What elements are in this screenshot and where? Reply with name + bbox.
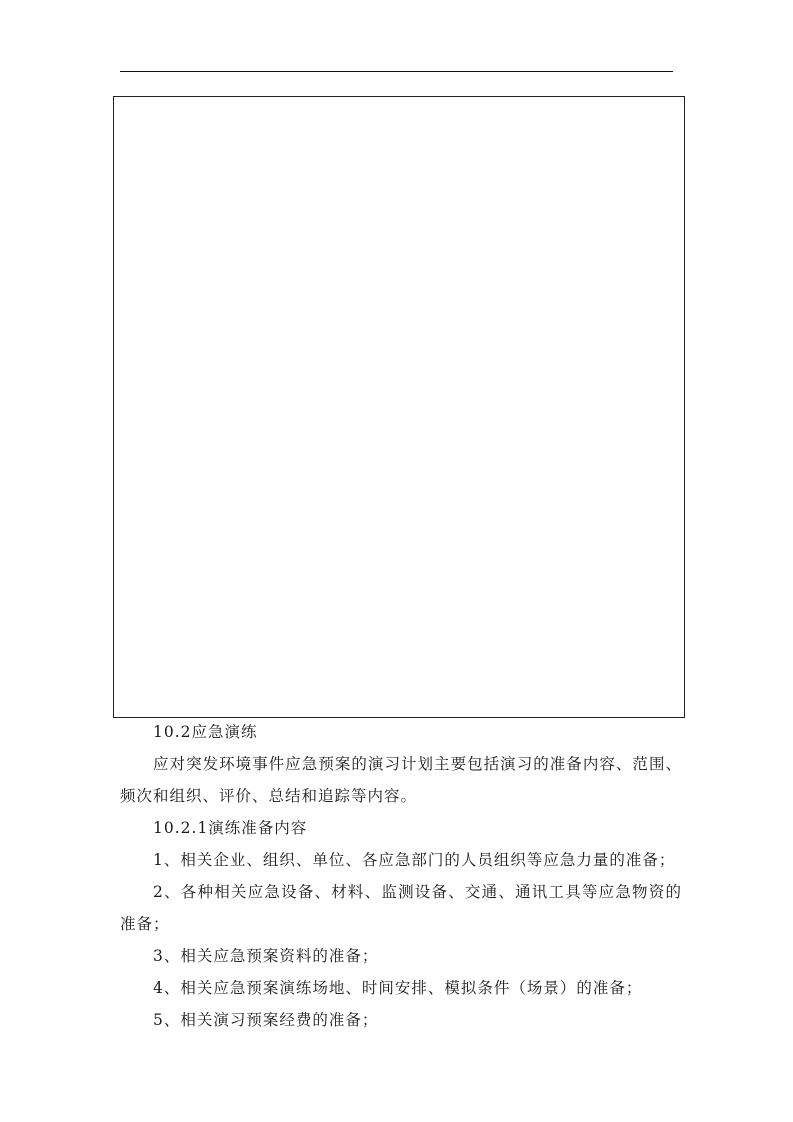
- intro-paragraph: 应对突发环境事件应急预案的演习计划主要包括演习的准备内容、范围、频次和组织、评价、总结和追踪等内容。: [120, 755, 682, 805]
- section-heading: 10.2应急演练: [153, 723, 258, 741]
- body-text: [120, 716, 682, 1036]
- list-item: 5、相关演习预案经费的准备；: [153, 1011, 379, 1029]
- list-item: 1、相关企业、组织、单位、各应急部门的人员组织等应急力量的准备；: [153, 851, 676, 869]
- list-item: 3、相关应急预案资料的准备；: [153, 947, 379, 965]
- subsection-heading: 10.2.1演练准备内容: [153, 819, 308, 837]
- list-item: 2、各种相关应急设备、材料、监测设备、交通、通讯工具等应急物资的准备；: [120, 883, 682, 933]
- header-rule: [120, 71, 673, 72]
- figure-frame: [113, 96, 685, 718]
- list-item: 4、相关应急预案演练场地、时间安排、模拟条件（场景）的准备；: [153, 979, 643, 997]
